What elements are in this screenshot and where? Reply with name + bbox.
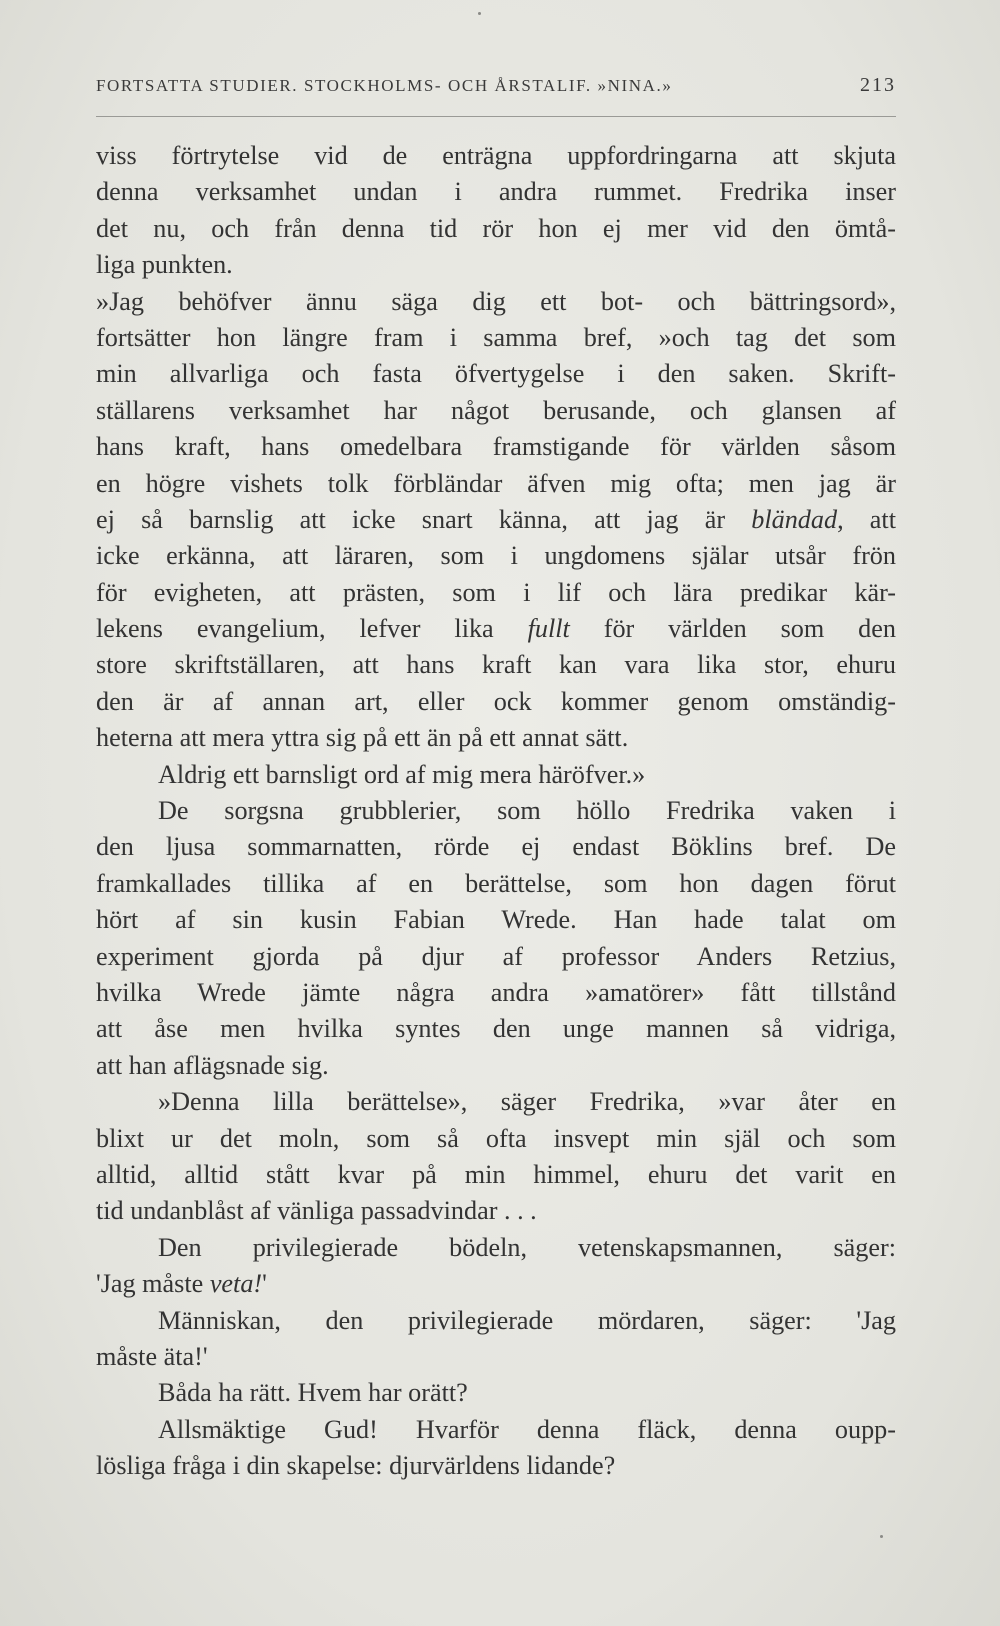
text-segment: experiment gjorda på djur af professor Anders Retzius, — [96, 941, 896, 971]
text-line — [96, 211, 896, 247]
text-segment: lekens evangelium, lefver lika — [96, 614, 528, 644]
emphasized-text: bländad — [751, 504, 838, 534]
text-segment: tid undanblåst af vänliga passadvindar . . . — [96, 1196, 537, 1226]
body-text — [96, 138, 896, 1484]
text-line — [96, 720, 896, 756]
text-segment: De sorgsna grubblerier, som höllo Fredrika vaken i — [158, 796, 896, 826]
text-segment: ' — [262, 1269, 267, 1299]
text-segment: hans kraft, hans omedelbara framstigande för världen såsom — [96, 432, 896, 462]
running-header-title: FORTSATTA STUDIER. STOCKHOLMS- OCH ÅRSTALIF. »NINA.» — [96, 76, 673, 95]
text-segment: måste äta!' — [96, 1341, 208, 1371]
text-line — [96, 1193, 896, 1229]
text-segment: »Jag behöfver ännu säga dig ett bot- och bättringsord», — [96, 286, 896, 316]
text-line — [96, 829, 896, 865]
text-line — [96, 1157, 896, 1193]
text-line — [96, 1230, 896, 1266]
text-line — [96, 1448, 896, 1484]
text-segment: »Denna lilla berättelse», säger Fredrika, »var åter en — [158, 1087, 896, 1117]
text-line — [96, 575, 896, 611]
text-line — [96, 866, 896, 902]
text-line — [96, 1339, 896, 1375]
text-segment: liga punkten. — [96, 250, 233, 280]
text-line — [96, 356, 896, 392]
text-line — [96, 1412, 896, 1448]
text-segment: icke erkänna, att läraren, som i ungdomens själar utsår frön — [96, 541, 896, 571]
text-segment: det nu, och från denna tid rör hon ej mer vid den ömtå- — [96, 213, 896, 243]
emphasized-text: veta! — [209, 1269, 263, 1299]
text-segment: den ljusa sommarnatten, rörde ej endast Böklins bref. De — [96, 832, 896, 862]
paper-speck — [880, 1535, 883, 1538]
text-line — [96, 429, 896, 465]
text-segment: en högre vishets tolk förbländar äfven mig ofta; men jag är — [96, 468, 896, 498]
text-line — [96, 611, 896, 647]
text-line — [96, 284, 896, 320]
text-segment: store skriftställaren, att hans kraft kan vara lika stor, ehuru — [96, 650, 896, 680]
text-segment: lösliga fråga i din skapelse: djurvärldens lidande? — [96, 1451, 616, 1481]
text-line — [96, 502, 896, 538]
paper-speck — [478, 12, 481, 15]
text-segment: ej så barnslig att icke snart känna, att jag är — [96, 504, 752, 534]
text-segment: Båda ha rätt. Hvem har orätt? — [158, 1378, 468, 1408]
text-segment: att åse men hvilka syntes den unge mannen så vidriga, — [96, 1014, 896, 1044]
text-line — [96, 1048, 896, 1084]
header-rule — [96, 116, 896, 117]
text-segment: den är af annan art, eller ock kommer genom omständig- — [96, 686, 896, 716]
page-number: 213 — [860, 74, 896, 96]
text-segment: , att — [837, 504, 896, 534]
text-segment: att han aflägsnade sig. — [96, 1050, 329, 1080]
text-segment: blixt ur det moln, som så ofta insvept min själ och som — [96, 1123, 896, 1153]
text-line — [96, 939, 896, 975]
text-line — [96, 647, 896, 683]
text-line — [96, 174, 896, 210]
text-line — [96, 793, 896, 829]
running-header — [96, 76, 896, 106]
text-line — [96, 757, 896, 793]
text-segment: heterna att mera yttra sig på ett än på ett annat sätt. — [96, 723, 629, 753]
text-segment: viss förtrytelse vid de enträgna uppfordringarna att skjuta — [96, 141, 896, 170]
text-line — [96, 1084, 896, 1120]
text-segment: hvilka Wrede jämte några andra »amatörer» fått tillstånd — [96, 977, 896, 1007]
text-segment: fortsätter hon längre fram i samma bref, »och tag det som — [96, 322, 896, 352]
text-segment: Den privilegierade bödeln, vetenskapsmannen, säger: — [158, 1232, 896, 1262]
text-segment: hört af sin kusin Fabian Wrede. Han hade talat om — [96, 905, 896, 935]
emphasized-text: fullt — [527, 614, 570, 644]
text-line — [96, 538, 896, 574]
text-segment: för evigheten, att prästen, som i lif och lära predikar kär- — [96, 577, 896, 607]
text-segment: framkallades tillika af en berättelse, som hon dagen förut — [96, 868, 896, 898]
text-segment: för världen som den — [569, 614, 896, 644]
text-line — [96, 247, 896, 283]
text-line — [96, 1121, 896, 1157]
text-line — [96, 975, 896, 1011]
text-line — [96, 393, 896, 429]
text-segment: Människan, den privilegierade mördaren, säger: 'Jag — [158, 1305, 896, 1335]
text-line — [96, 1266, 896, 1302]
text-line — [96, 1375, 896, 1411]
text-segment: alltid, alltid stått kvar på min himmel, ehuru det varit en — [96, 1159, 896, 1189]
text-line — [96, 320, 896, 356]
text-line — [96, 138, 896, 174]
text-segment: 'Jag måste — [96, 1269, 210, 1299]
text-line — [96, 466, 896, 502]
text-segment: ställarens verksamhet har något berusande, och glansen af — [96, 395, 896, 425]
text-line — [96, 1303, 896, 1339]
text-segment: Aldrig ett barnsligt ord af mig mera häröfver.» — [158, 759, 646, 789]
text-segment: min allvarliga och fasta öfvertygelse i den saken. Skrift- — [96, 359, 896, 389]
text-line — [96, 1011, 896, 1047]
text-line — [96, 902, 896, 938]
text-segment: denna verksamhet undan i andra rummet. Fredrika inser — [96, 177, 896, 207]
text-segment: Allsmäktige Gud! Hvarför denna fläck, denna oupp- — [158, 1414, 896, 1444]
text-line — [96, 684, 896, 720]
